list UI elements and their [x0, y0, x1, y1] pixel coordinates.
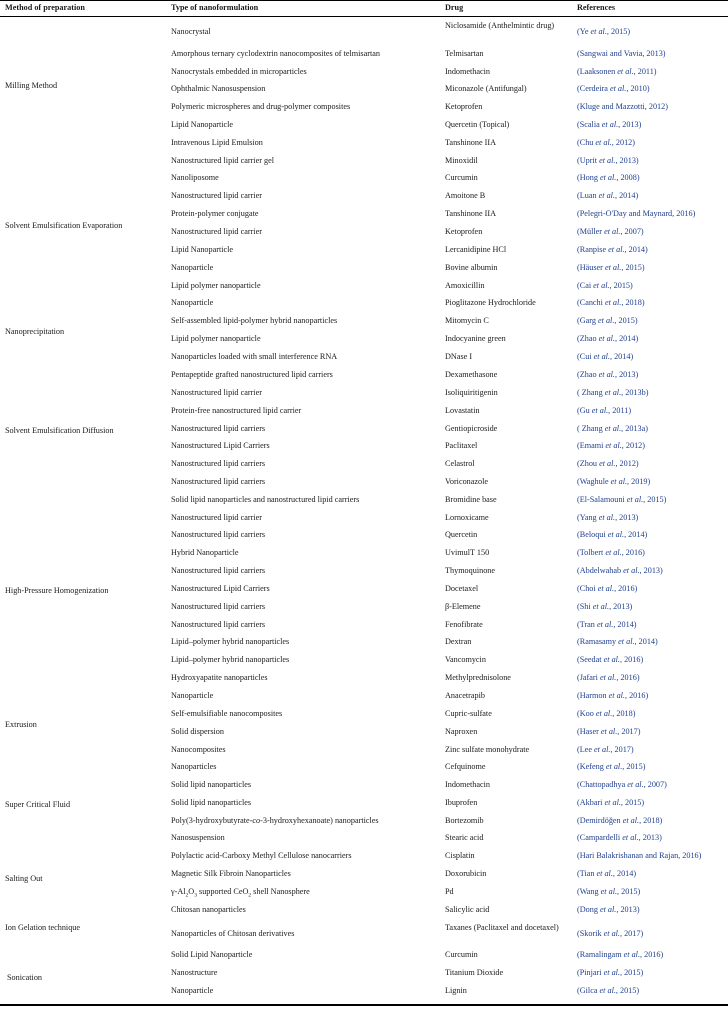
header-references: References	[577, 3, 616, 12]
reference-link[interactable]: ( Zhang et al., 2013a)	[577, 424, 648, 433]
nanoformulation-type: Nanostructured Lipid Carriers	[171, 441, 270, 450]
reference-link[interactable]: (Luan et al., 2014)	[577, 191, 639, 200]
nanoformulation-type: Nanoparticle	[171, 986, 214, 995]
drug-name: Lornoxicame	[445, 513, 489, 522]
nanoformulation-type: Nanocrystals embedded in microparticles	[171, 67, 307, 76]
nanoformulation-type: Nanoparticles	[171, 762, 217, 771]
reference-link[interactable]: (Kefeng et al., 2015)	[577, 762, 646, 771]
reference-link[interactable]: (Cui et al., 2014)	[577, 352, 634, 361]
nanoformulation-type: Nanostructure	[171, 968, 218, 977]
drug-name: Bromidine base	[445, 495, 497, 504]
reference-link[interactable]: (Zhao et al., 2013)	[577, 370, 639, 379]
reference-link[interactable]: (Pelegri-O'Day and Maynard, 2016)	[577, 209, 696, 218]
nanoformulation-type: Polymeric microspheres and drug-polymer composites	[171, 102, 351, 111]
drug-name: Voriconazole	[445, 477, 489, 486]
nanoformulation-type: Hydroxyapatite nanoparticles	[171, 673, 268, 682]
nanoformulation-type: Nanostructured lipid carriers	[171, 530, 266, 539]
drug-name: Curcumin	[445, 173, 478, 182]
nanoformulation-type: Protein-polymer conjugate	[171, 209, 259, 218]
nanoformulation-type: Solid lipid nanoparticles	[171, 780, 252, 789]
reference-link[interactable]: (Waghule et al., 2019)	[577, 477, 651, 486]
drug-name: Dexamethasone	[445, 370, 498, 379]
nanoformulation-type: Nanosuspension	[171, 833, 225, 842]
reference-link[interactable]: (Demirdöğen et al., 2018)	[577, 816, 663, 825]
drug-name: Cisplatin	[445, 851, 475, 860]
reference-link[interactable]: (Akbari et al., 2015)	[577, 798, 645, 807]
reference-link[interactable]: (Abdelwahab et al., 2013)	[577, 566, 663, 575]
reference-link[interactable]: (Chu et al., 2012)	[577, 138, 635, 147]
nanoformulation-type: Nanostructured Lipid Carriers	[171, 584, 270, 593]
table-bottom-rule	[0, 1004, 728, 1006]
drug-name: Curcumin	[445, 950, 478, 959]
reference-link[interactable]: (Beloqui et al., 2014)	[577, 530, 648, 539]
nanoformulation-type: Self-emulsifiable nanocomposites	[171, 709, 283, 718]
drug-name: Lercanidipine HCl	[445, 245, 507, 254]
nanoformulation-type: Nanostructured lipid carrier gel	[171, 156, 274, 165]
reference-link[interactable]: (Tolbert et al., 2016)	[577, 548, 645, 557]
nanoformulation-type: Ophthalmic Nanosuspension	[171, 84, 266, 93]
nanoformulation-type: Amorphous ternary cyclodextrin nanocomposites of telmisartan	[171, 49, 380, 58]
reference-link[interactable]: (Wang et al., 2015)	[577, 887, 641, 896]
reference-link[interactable]: (Emami et al., 2012)	[577, 441, 645, 450]
nanoformulation-type: Lipid polymer nanoparticle	[171, 281, 261, 290]
reference-link[interactable]: (Ramalingam et al., 2016)	[577, 950, 664, 959]
nanoformulation-type: Polylactic acid-Carboxy Methyl Cellulose nanocarriers	[171, 851, 352, 860]
drug-name: Gentiopicroside	[445, 424, 498, 433]
drug-name: Indocyanine green	[445, 334, 506, 343]
drug-name: UvimulT 150	[445, 548, 490, 557]
reference-link[interactable]: (Ranpise et al., 2014)	[577, 245, 648, 254]
drug-name: Amoitone B	[445, 191, 486, 200]
reference-link[interactable]: (El-Salamouni et al., 2015)	[577, 495, 667, 504]
reference-link[interactable]: (Haser et al., 2017)	[577, 727, 641, 736]
method-label: Ion Gelation technique	[5, 923, 81, 932]
drug-name: Zinc sulfate monohydrate	[445, 745, 530, 754]
nanoformulation-type: Nanostructured lipid carrier	[171, 227, 262, 236]
drug-name: Methylprednisolone	[445, 673, 511, 682]
reference-link[interactable]: (Hari Balakrishanan and Rajan, 2016)	[577, 851, 702, 860]
reference-link[interactable]: (Hong et al., 2008)	[577, 173, 640, 182]
nanoformulation-type: Nanoparticles loaded with small interference RNA	[171, 352, 338, 361]
drug-name: Amoxicillin	[445, 281, 485, 290]
drug-name: Titanium Dioxide	[445, 968, 504, 977]
method-label: Salting Out	[5, 874, 43, 883]
reference-link[interactable]: (Cerdeira et al., 2010)	[577, 84, 650, 93]
reference-link[interactable]: (Ye et al., 2015)	[577, 27, 631, 36]
nanoformulation-type: Lipid polymer nanoparticle	[171, 334, 261, 343]
reference-link[interactable]: (Skorik et al., 2017)	[577, 929, 644, 938]
drug-name: Indomethacin	[445, 780, 491, 789]
nanoformulation-type: Solid lipid nanoparticles and nanostructured lipid carriers	[171, 495, 360, 504]
method-label: Milling Method	[5, 81, 58, 90]
nanoformulation-type: Lipid–polymer hybrid nanoparticles	[171, 655, 290, 664]
nanoformulation-type: Solid lipid nanoparticles	[171, 798, 252, 807]
reference-link[interactable]: (Tian et al., 2014)	[577, 869, 637, 878]
reference-link[interactable]: (Jafari et al., 2016)	[577, 673, 640, 682]
header-drug: Drug	[445, 3, 464, 12]
drug-name: Cupric-sulfate	[445, 709, 492, 718]
drug-name: Minoxidil	[445, 156, 478, 165]
drug-name: Anacetrapib	[445, 691, 486, 700]
reference-link[interactable]: (Müller et al., 2007)	[577, 227, 644, 236]
header-method: Method of preparation	[5, 3, 85, 12]
nanoformulation-type: Nanostructured lipid carriers	[171, 566, 266, 575]
drug-name: Stearic acid	[445, 833, 484, 842]
reference-link[interactable]: (Gu et al., 2011)	[577, 406, 632, 415]
nanoformulation-type: Nanocomposites	[171, 745, 226, 754]
reference-link[interactable]: (Choi et al., 2016)	[577, 584, 638, 593]
drug-name: Vancomycin	[445, 655, 486, 664]
reference-link[interactable]: (Gilca et al., 2015)	[577, 986, 640, 995]
drug-name: β-Elemene	[445, 602, 481, 611]
header-type: Type of nanoformulation	[171, 3, 259, 12]
nanoformulation-type: Nanostructured lipid carrier	[171, 388, 262, 397]
reference-link[interactable]: (Zhao et al., 2014)	[577, 334, 639, 343]
nanoformulation-type: Nanocrystal	[171, 27, 211, 36]
drug-name: Niclosamide (Anthelmintic drug)	[445, 21, 555, 30]
drug-name: Mitomycin C	[445, 316, 489, 325]
nanoformulation-type: $\gamma-Al_2O_3$ supported CeO$_2$ shell Nanosphere	[171, 887, 310, 899]
reference-link[interactable]: (Scalia et al., 2013)	[577, 120, 642, 129]
drug-name: Lovastatin	[445, 406, 480, 415]
nanoformulation-type: Lipid–polymer hybrid nanoparticles	[171, 637, 290, 646]
drug-name: Tanshinone IIA	[445, 138, 497, 147]
reference-link[interactable]: (Ramasamy et al., 2014)	[577, 637, 658, 646]
reference-link[interactable]: (Häuser et al., 2015)	[577, 263, 645, 272]
nanoformulation-type: Nanoparticle	[171, 298, 214, 307]
drug-name: Taxanes (Paclitaxel and docetaxel)	[445, 923, 559, 932]
reference-link[interactable]: (Tran et al., 2014)	[577, 620, 637, 629]
nanoformulation-type: Nanostructured lipid carrier	[171, 513, 262, 522]
drug-name: Ibuprofen	[445, 798, 478, 807]
reference-link[interactable]: (Chattopadhya et al., 2007)	[577, 780, 667, 789]
reference-link[interactable]: (Dong et al., 2013)	[577, 905, 640, 914]
nanoformulation-type: Protein-free nanostructured lipid carrier	[171, 406, 302, 415]
reference-link[interactable]: ( Zhang et al., 2013b)	[577, 388, 649, 397]
nanoformulation-type: Solid Lipid Nanoparticle	[171, 950, 253, 959]
nanoformulation-type: Nanostructured lipid carriers	[171, 477, 266, 486]
drug-name: Celastrol	[445, 459, 475, 468]
reference-link[interactable]: (Koo et al., 2018)	[577, 709, 636, 718]
reference-link[interactable]: (Laaksonen et al., 2011)	[577, 67, 657, 76]
nanoformulation-type: Lipid Nanoparticle	[171, 120, 234, 129]
reference-link[interactable]: (Lee et al., 2017)	[577, 745, 634, 754]
reference-link[interactable]: (Uprit et al., 2013)	[577, 156, 639, 165]
drug-name: Miconazole (Antifungal)	[445, 84, 527, 93]
drug-name: Docetaxel	[445, 584, 479, 593]
reference-link[interactable]: (Pinjari et al., 2015)	[577, 968, 644, 977]
nanoformulation-type: Nanostructured lipid carriers	[171, 459, 266, 468]
drug-name: Naproxen	[445, 727, 478, 736]
method-label: Solvent Emulsification Diffusion	[5, 426, 114, 435]
reference-link[interactable]: (Shi et al., 2013)	[577, 602, 633, 611]
method-label: Sonication	[7, 973, 43, 982]
reference-link[interactable]: (Cai et al., 2015)	[577, 281, 633, 290]
nanoformulation-type: Nanoparticle	[171, 263, 214, 272]
nanoformulation-type: Lipid Nanoparticle	[171, 245, 234, 254]
nanoformulation-type: Self-assembled lipid-polymer hybrid nanoparticles	[171, 316, 338, 325]
drug-name: Thymoquinone	[445, 566, 496, 575]
drug-name: Isoliquiritigenin	[445, 388, 498, 397]
drug-name: Bovine albumin	[445, 263, 498, 272]
nanoformulation-type: Pentapeptide grafted nanostructured lipid carriers	[171, 370, 333, 379]
nanoformulation-type: Nanoliposome	[171, 173, 219, 182]
drug-name: Cefquinome	[445, 762, 486, 771]
reference-link[interactable]: (Kluge and Mazzotti, 2012)	[577, 102, 668, 111]
nanoformulation-type: Nanostructured lipid carriers	[171, 424, 266, 433]
drug-name: DNase I	[445, 352, 473, 361]
header-rule	[0, 16, 728, 17]
drug-name: Quercetin (Topical)	[445, 120, 510, 129]
reference-link[interactable]: (Canchi et al., 2018)	[577, 298, 645, 307]
nanoformulation-type: Poly(3-hydroxybutyrate-co-3-hydroxyhexanoate) nanoparticles	[171, 816, 379, 825]
drug-name: Telmisartan	[445, 49, 484, 58]
drug-name: Indomethacin	[445, 67, 491, 76]
method-label: Nanoprecipitation	[5, 327, 65, 336]
table-top-rule	[0, 0, 728, 1]
drug-name: Pioglitazone Hydrochloride	[445, 298, 536, 307]
nanoformulation-type: Nanostructured lipid carrier	[171, 191, 262, 200]
drug-name: Quercetin	[445, 530, 478, 539]
nanoformulation-type: Nanoparticles of Chitosan derivatives	[171, 929, 295, 938]
reference-link[interactable]: (Sangwai and Vavia, 2013)	[577, 49, 666, 58]
drug-name: Fenofibrate	[445, 620, 483, 629]
method-label: High-Pressure Homogenization	[5, 586, 109, 595]
reference-link[interactable]: (Garg et al., 2015)	[577, 316, 638, 325]
nanoformulation-type: Chitosan nanoparticles	[171, 905, 246, 914]
drug-name: Paclitaxel	[445, 441, 478, 450]
method-label: Solvent Emulsification Evaporation	[5, 221, 123, 230]
nanoformulation-type: Nanostructured lipid carriers	[171, 602, 266, 611]
nanoformulation-type: Magnetic Silk Fibroin Nanoparticles	[171, 869, 291, 878]
reference-link[interactable]: (Campardelli et al., 2013)	[577, 833, 662, 842]
nanoformulation-type: Nanostructured lipid carriers	[171, 620, 266, 629]
nanoformulation-type: Nanoparticle	[171, 691, 214, 700]
method-label: Super Critical Fluid	[5, 800, 71, 809]
drug-name: Lignin	[445, 986, 467, 995]
drug-name: Salicylic acid	[445, 905, 490, 914]
nanoformulation-type: Intravenous Lipid Emulsion	[171, 138, 263, 147]
drug-name: Bortezomib	[445, 816, 484, 825]
drug-name: Tanshinone IIA	[445, 209, 497, 218]
drug-name: Pd	[445, 887, 454, 896]
nanoformulation-type: Hybrid Nanoparticle	[171, 548, 239, 557]
reference-link[interactable]: (Zhou et al., 2012)	[577, 459, 639, 468]
reference-link[interactable]: (Harmon et al., 2016)	[577, 691, 649, 700]
method-label: Extrusion	[5, 720, 37, 729]
drug-name: Ketoprofen	[445, 102, 483, 111]
reference-link[interactable]: (Seedat et al., 2016)	[577, 655, 644, 664]
drug-name: Doxorubicin	[445, 869, 487, 878]
drug-name: Ketoprofen	[445, 227, 483, 236]
drug-name: Dextran	[445, 637, 472, 646]
nanoformulation-type: Solid dispersion	[171, 727, 224, 736]
reference-link[interactable]: (Yang et al., 2013)	[577, 513, 639, 522]
